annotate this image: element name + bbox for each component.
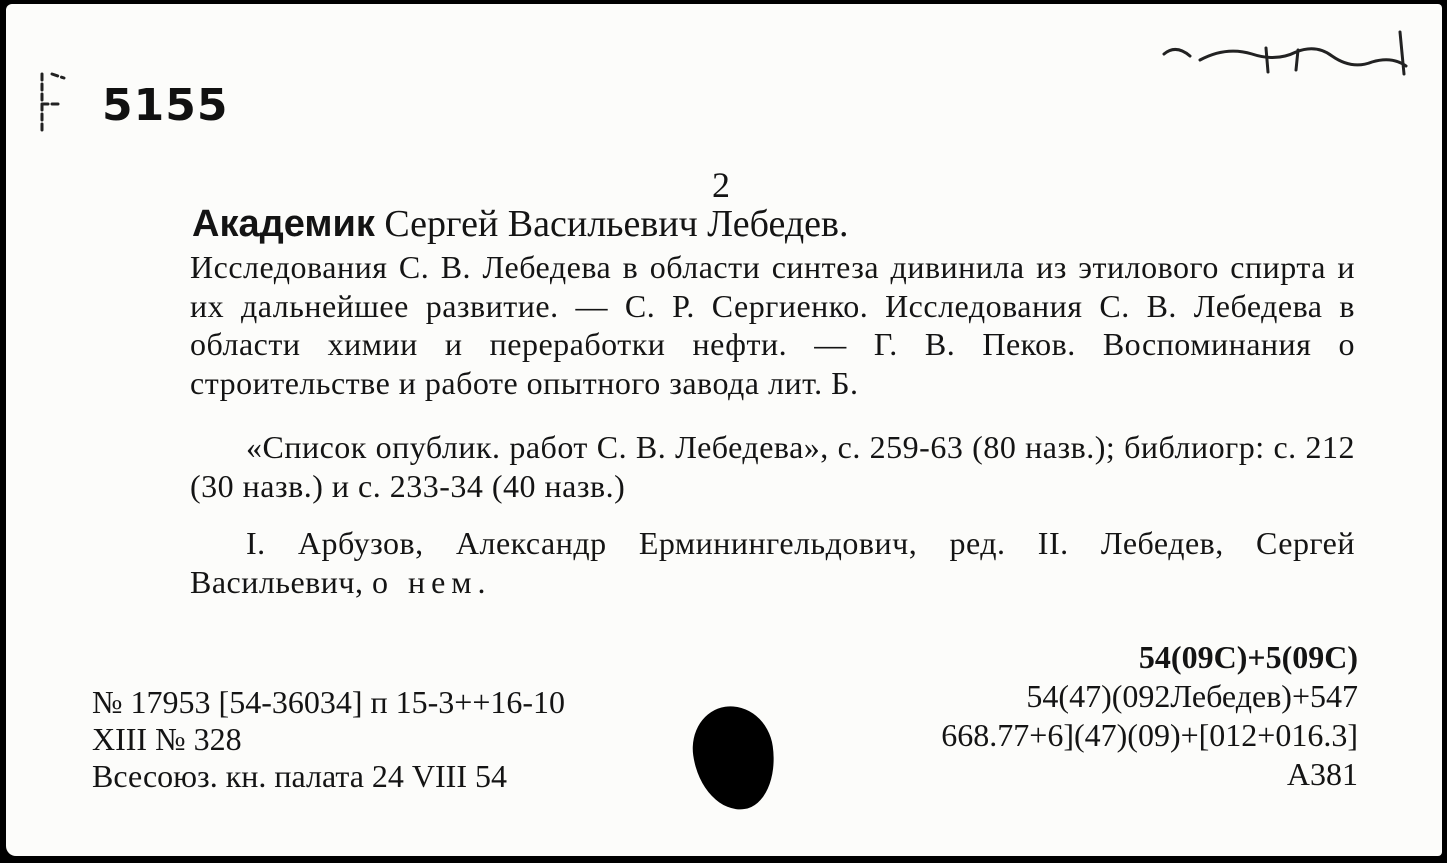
- classification-codes: [941, 638, 1358, 794]
- book-title: [192, 202, 1392, 246]
- registration-info: [92, 684, 565, 795]
- bibliography-note: «Список опублик. работ С. В. Лебедева», с. 259-63 (80 назв.); библиогр: с. 212 (30 назв.) и с. 233-34 (40 назв.): [190, 429, 1355, 504]
- classification-line: А381: [1286, 756, 1358, 792]
- registration-line: Всесоюз. кн. палата 24 VIII 54: [92, 758, 507, 794]
- registration-line: XIII № 328: [92, 721, 242, 757]
- classification-line: 54(47)(092Лебедев)+547: [1026, 678, 1358, 714]
- handwritten-signature: [1156, 26, 1416, 86]
- handwritten-number: 5155: [102, 80, 229, 131]
- registration-line: № 17953 [54-36034] п 15-3++16-10: [92, 684, 566, 720]
- punch-hole: [687, 701, 781, 815]
- card-sequence-number: 2: [712, 165, 730, 205]
- library-stamp-mark: [36, 64, 70, 144]
- index-entries: [190, 524, 1355, 601]
- catalog-card: [6, 4, 1442, 856]
- classification-line: 668.77+6](47)(09)+[012+016.3]: [941, 717, 1358, 753]
- title-bold-word: Академик: [192, 203, 375, 245]
- title-rest: Сергей Васильевич Лебедев.: [374, 203, 849, 245]
- index-entries-text: I. Арбузов, Александр Ерминингельдович, ред. II. Лебедев, Сергей Васильевич,: [190, 525, 1355, 600]
- contents-note: Исследования С. В. Лебедева в области синтеза дивинила из этилового спирта и их дальнейшее развитие. — С. Р. Сергиенко. Исследования С. В. Лебедева в области химии и переработки нефти. — Г. В. Пеков. Воспоминания о строительстве и работе опытного завода лит. Б.: [190, 249, 1355, 401]
- index-entries-spaced: о нем.: [371, 563, 492, 600]
- classification-main: 54(09С)+5(09С): [1138, 639, 1358, 675]
